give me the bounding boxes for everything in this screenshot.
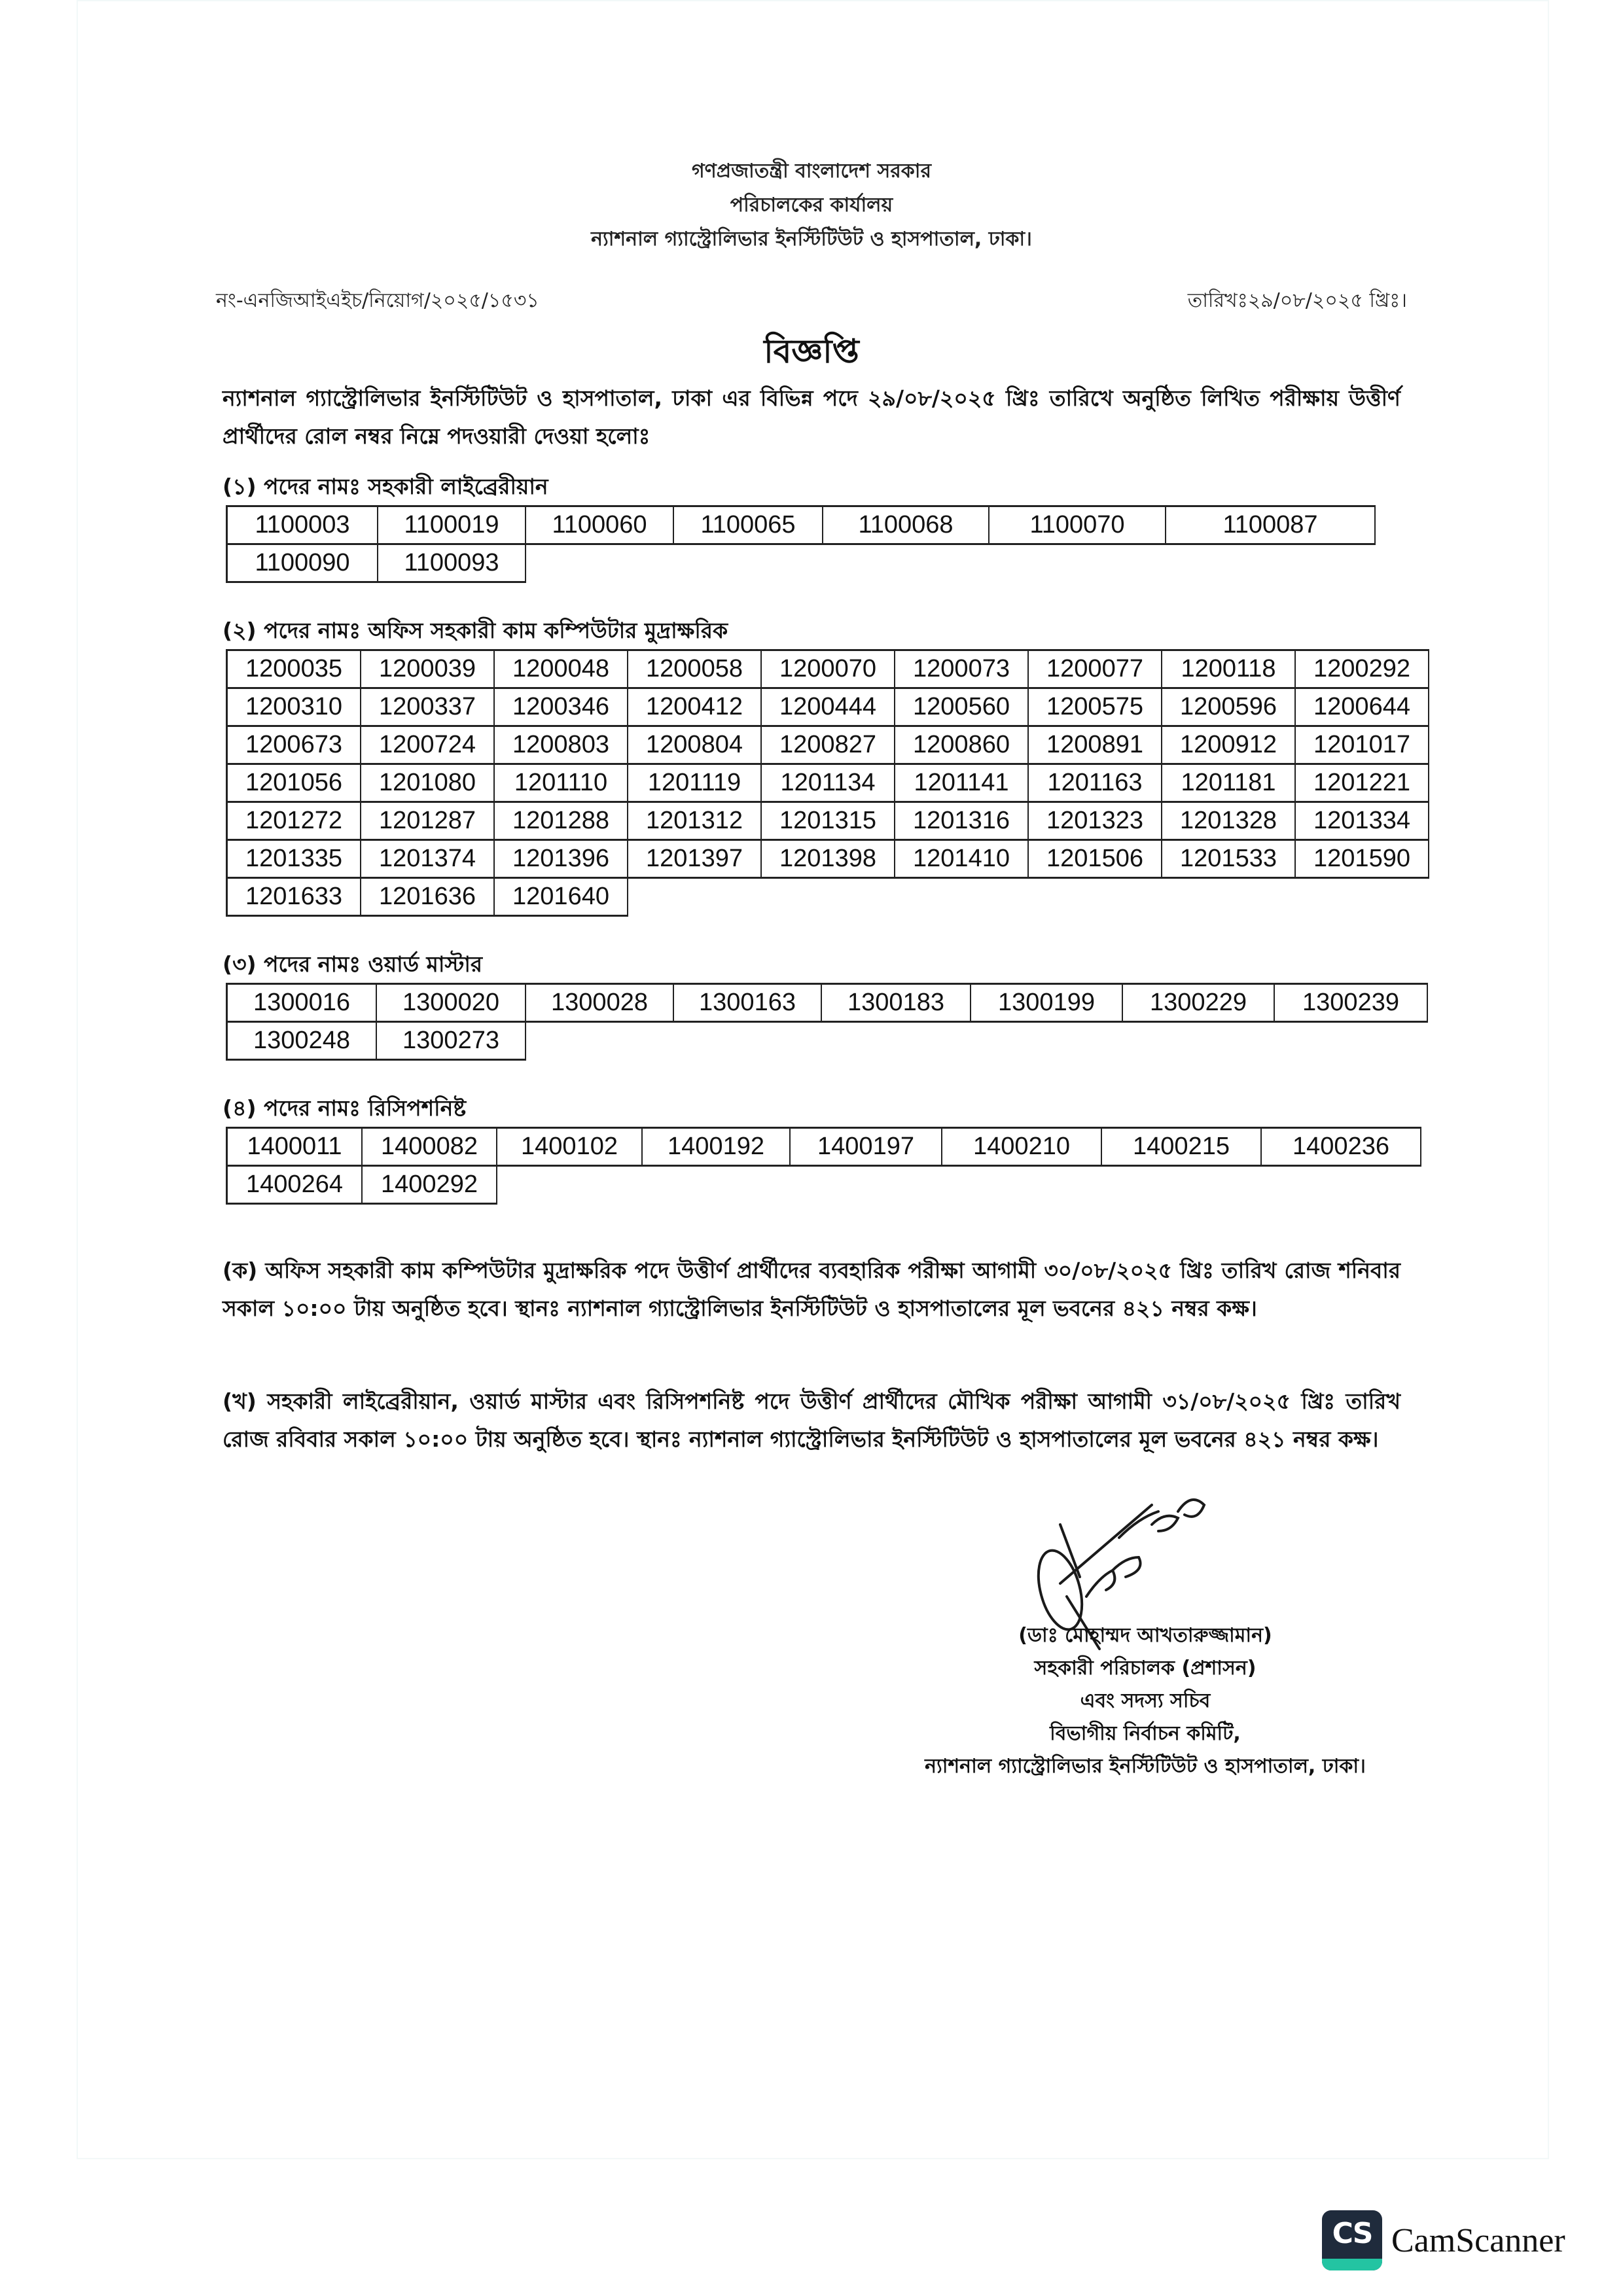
roll-number-cell: 1201640	[495, 879, 628, 917]
roll-number-cell: 1200310	[228, 689, 361, 727]
roll-number-cell: 1200412	[628, 689, 762, 727]
roll-number-cell: 1201141	[895, 765, 1029, 803]
roll-number-cell: 1100065	[674, 507, 823, 545]
roll-number-cell: 1201163	[1029, 765, 1162, 803]
roll-number-cell: 1200673	[228, 727, 361, 765]
roll-number-cell: 1201110	[495, 765, 628, 803]
signatory-role: এবং সদস্য সচিব	[1080, 1689, 1211, 1712]
letterhead-line-government: গণপ্রজাতন্ত্রী বাংলাদেশ সরকার	[692, 160, 931, 183]
roll-number-cell: 1200039	[361, 651, 495, 689]
roll-number-cell: 1201374	[361, 841, 495, 879]
roll-number-cell: 1200575	[1029, 689, 1162, 727]
roll-number-cell: 1201506	[1029, 841, 1162, 879]
roll-number-cell: 1201396	[495, 841, 628, 879]
roll-number-cell: 1200073	[895, 651, 1029, 689]
roll-number-cell: 1201410	[895, 841, 1029, 879]
section-title-office-assistant: (২) পদের নামঃ অফিস সহকারী কাম কম্পিউটার মুদ্রাক্ষরিক	[223, 618, 728, 643]
roll-number-cell: 1201334	[1296, 803, 1429, 841]
roll-number-cell: 1200860	[895, 727, 1029, 765]
roll-number-cell: 1201288	[495, 803, 628, 841]
roll-number-cell: 1200337	[361, 689, 495, 727]
roll-number-cell: 1200035	[228, 651, 361, 689]
letterhead-line-office: পরিচালকের কার্যালয়	[730, 194, 893, 217]
signatory-institute: ন্যাশনাল গ্যাস্ট্রোলিভার ইনস্টিটিউট ও হাসপাতাল, ঢাকা।	[925, 1755, 1366, 1778]
roll-number-cell: 1400236	[1262, 1129, 1421, 1167]
roll-number-cell: 1400082	[363, 1129, 497, 1167]
roll-number-cell: 1400192	[643, 1129, 791, 1167]
notice-intro: ন্যাশনাল গ্যাস্ট্রোলিভার ইনস্টিটিউট ও হাসপাতাল, ঢাকা এর বিভিন্ন পদে ২৯/০৮/২০২৫ খ্রিঃ তারিখে অনুষ্ঠিত লিখিত পরীক্ষায় উত্তীর্ণ প্রার্থীদের রোল নম্বর নিম্নে পদওয়ারী দেওয়া হলোঃ	[223, 385, 1400, 449]
roll-number-cell: 1400292	[363, 1167, 497, 1205]
roll-number-cell: 1200644	[1296, 689, 1429, 727]
roll-number-cell: 1201335	[228, 841, 361, 879]
roll-number-cell: 1400210	[942, 1129, 1102, 1167]
letterhead-line-institute: ন্যাশনাল গ্যাস্ট্রোলিভার ইনস্টিটিউট ও হাসপাতাল, ঢাকা।	[591, 228, 1032, 251]
roll-number-cell: 1201590	[1296, 841, 1429, 879]
roll-number-cell: 1200912	[1162, 727, 1296, 765]
roll-table-receptionist	[226, 1127, 1421, 1205]
roll-number-cell: 1200891	[1029, 727, 1162, 765]
roll-number-cell: 1100068	[823, 507, 990, 545]
camscanner-watermark	[1322, 2210, 1565, 2270]
roll-number-cell: 1200118	[1162, 651, 1296, 689]
roll-number-cell: 1100060	[526, 507, 674, 545]
roll-number-cell: 1200560	[895, 689, 1029, 727]
roll-number-cell: 1201398	[762, 841, 895, 879]
camscanner-name: CamScanner	[1391, 2221, 1565, 2259]
roll-number-cell: 1200292	[1296, 651, 1429, 689]
roll-number-cell: 1300248	[228, 1023, 377, 1061]
section-title-assistant-librarian: (১) পদের নামঃ সহকারী লাইব্রেরীয়ান	[223, 474, 548, 499]
roll-number-cell: 1300020	[377, 985, 526, 1023]
roll-number-cell: 1300183	[822, 985, 971, 1023]
roll-number-cell: 1201636	[361, 879, 495, 917]
roll-number-cell: 1200346	[495, 689, 628, 727]
roll-number-cell: 1201181	[1162, 765, 1296, 803]
signatory-designation: সহকারী পরিচালক (প্রশাসন)	[1034, 1657, 1257, 1680]
roll-number-cell: 1200048	[495, 651, 628, 689]
roll-number-cell: 1400215	[1102, 1129, 1262, 1167]
roll-number-cell: 1200724	[361, 727, 495, 765]
roll-number-cell: 1201315	[762, 803, 895, 841]
note-practical-exam: (ক) অফিস সহকারী কাম কম্পিউটার মুদ্রাক্ষরিক পদে উত্তীর্ণ প্রার্থীদের ব্যবহারিক পরীক্ষা আগামী ৩০/০৮/২০২৫ খ্রিঃ তারিখ রোজ শনিবার সকাল ১০:০০ টায় অনুষ্ঠিত হবে। স্থানঃ ন্যাশনাল গ্যাস্ট্রোলিভার ইনস্টিটিউট ও হাসপাতালের মূল ভবনের ৪২১ নম্বর কক্ষ।	[223, 1258, 1400, 1321]
section-title-receptionist: (৪) পদের নামঃ রিসিপশনিষ্ট	[223, 1095, 467, 1121]
roll-number-cell: 1100003	[228, 507, 378, 545]
roll-number-cell: 1400264	[228, 1167, 363, 1205]
roll-number-cell: 1201316	[895, 803, 1029, 841]
roll-number-cell: 1200077	[1029, 651, 1162, 689]
roll-number-cell: 1200070	[762, 651, 895, 689]
roll-number-cell: 1200804	[628, 727, 762, 765]
roll-number-cell: 1300163	[674, 985, 822, 1023]
roll-number-cell: 1201633	[228, 879, 361, 917]
roll-number-cell: 1201017	[1296, 727, 1429, 765]
roll-number-cell: 1200444	[762, 689, 895, 727]
roll-number-cell: 1201221	[1296, 765, 1429, 803]
document-page	[77, 0, 1549, 2159]
roll-number-cell: 1300016	[228, 985, 377, 1023]
roll-number-cell: 1201323	[1029, 803, 1162, 841]
roll-number-cell: 1201287	[361, 803, 495, 841]
roll-number-cell: 1200803	[495, 727, 628, 765]
roll-number-cell: 1201272	[228, 803, 361, 841]
roll-number-cell: 1201056	[228, 765, 361, 803]
signatory-block	[851, 1619, 1440, 1783]
camscanner-logo-icon: CS	[1322, 2210, 1382, 2270]
roll-number-cell: 1201134	[762, 765, 895, 803]
roll-table-office-assistant	[226, 649, 1429, 917]
roll-number-cell: 1400197	[791, 1129, 942, 1167]
notice-title: বিজ্ঞপ্তি	[764, 332, 859, 370]
roll-number-cell: 1400102	[497, 1129, 643, 1167]
roll-number-cell: 1201533	[1162, 841, 1296, 879]
roll-number-cell: 1100019	[378, 507, 526, 545]
roll-number-cell: 1201397	[628, 841, 762, 879]
roll-number-cell: 1201080	[361, 765, 495, 803]
roll-number-cell: 1100090	[228, 545, 378, 583]
signatory-name: (ডাঃ মোহাম্মদ আখতারুজ্জামান)	[1018, 1624, 1272, 1647]
roll-number-cell: 1201119	[628, 765, 762, 803]
roll-number-cell: 1200058	[628, 651, 762, 689]
letterhead	[0, 154, 1623, 256]
roll-number-cell: 1100070	[990, 507, 1166, 545]
signatory-committee: বিভাগীয় নির্বাচন কমিটি,	[1050, 1722, 1241, 1745]
roll-number-cell: 1201328	[1162, 803, 1296, 841]
roll-number-cell: 1300199	[971, 985, 1123, 1023]
roll-number-cell: 1100087	[1166, 507, 1376, 545]
roll-number-cell: 1300239	[1275, 985, 1428, 1023]
roll-number-cell: 1200596	[1162, 689, 1296, 727]
roll-number-cell: 1400011	[228, 1129, 363, 1167]
roll-number-cell: 1300273	[377, 1023, 526, 1061]
roll-table-assistant-librarian	[226, 505, 1376, 583]
memo-row	[216, 285, 1407, 317]
signature-date: ২৯/০৮/২০২৫	[1021, 1485, 1025, 1486]
roll-number-cell: 1300028	[526, 985, 674, 1023]
roll-number-cell: 1200827	[762, 727, 895, 765]
roll-number-cell: 1100093	[378, 545, 526, 583]
roll-number-cell: 1201312	[628, 803, 762, 841]
roll-number-cell: 1300229	[1123, 985, 1275, 1023]
memo-date: তারিখঃ২৯/০৮/২০২৫ খ্রিঃ।	[1187, 289, 1407, 312]
note-viva-exam: (খ) সহকারী লাইব্রেরীয়ান, ওয়ার্ড মাস্টার এবং রিসিপশনিষ্ট পদে উত্তীর্ণ প্রার্থীদের মৌখিক পরীক্ষা আগামী ৩১/০৮/২০২৫ খ্রিঃ তারিখ রোজ রবিবার সকাল ১০:০০ টায় অনুষ্ঠিত হবে। স্থানঃ ন্যাশনাল গ্যাস্ট্রোলিভার ইনস্টিটিউট ও হাসপাতালের মূল ভবনের ৪২১ নম্বর কক্ষ।	[223, 1388, 1400, 1452]
roll-table-ward-master	[226, 983, 1428, 1061]
section-title-ward-master: (৩) পদের নামঃ ওয়ার্ড মাস্টার	[223, 951, 483, 977]
memo-number: নং-এনজিআইএইচ/নিয়োগ/২০২৫/১৫৩১	[216, 289, 539, 312]
